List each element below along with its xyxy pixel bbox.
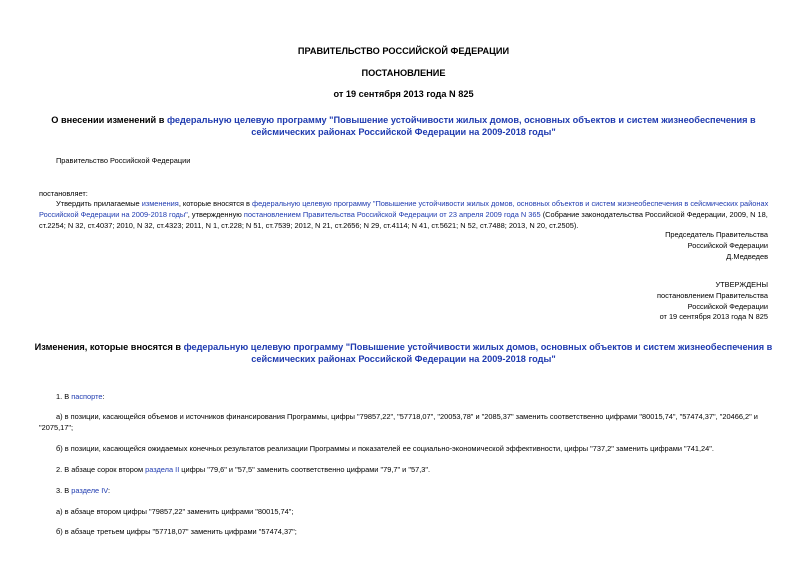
item-1 [56,391,105,402]
title-program-link[interactable]: федеральную целевую программу "Повышение устойчивости жилых домов, основных объектов и систем жизнеобеспечения в [166,115,756,125]
decides-text: постановляет: [39,189,88,198]
program-link-cont[interactable]: Российской Федерации на 2009-2018 годы" [39,210,188,219]
document-title-line2[interactable]: сейсмических районах Российской Федерации на 2009-2018 годы" [251,127,556,137]
item-3-prefix: 3. В [56,486,72,495]
p1-text-c: , утвержденную [187,210,244,219]
item-2 [56,464,430,475]
p1-text-d: (Собрание законодательства Российской Федерации, 2009, N 18, [540,210,768,219]
resolution-365-link[interactable]: постановлением Правительства Российской Федерации от 23 апреля 2009 года N 365 [243,210,541,219]
signature-line1: Председатель Правительства [665,230,768,239]
item-3a: а) в абзаце втором цифры "79857,22" заменить цифрами "80015,74"; [56,507,294,516]
signature-line2: Российской Федерации [687,241,768,250]
date-number-heading: от 19 сентября 2013 года N 825 [333,89,474,99]
section-2-link[interactable]: раздела II [145,465,180,474]
item-1-suffix: : [102,392,105,401]
title-prefix: О внесении изменений в [51,115,167,125]
government-rf-text: Правительство Российской Федерации [56,156,191,165]
changes-title-program-link[interactable]: федеральную целевую программу "Повышение устойчивости жилых домов, основных объектов и систем жизнеобеспечения в [183,342,773,352]
p1-text-b: , которые вносятся в [178,199,253,208]
item-1-prefix: 1. В [56,392,72,401]
paragraph-1-line1 [56,198,768,209]
signature-name: Д.Медведев [726,252,768,261]
paragraph-1-line2 [39,209,768,220]
item-1a-line2: "2075,17"; [39,423,74,432]
approved-line2: постановлением Правительства [657,291,768,300]
changes-title-line2[interactable]: сейсмических районах Российской Федерации на 2009-2018 годы" [251,354,556,364]
item-1b: б) в позиции, касающейся ожидаемых конечных результатов реализации Программы и показателей ее социально-экономической эффективности, цифры "737,2" заменить цифрами "741,24". [56,444,714,453]
approved-line3: Российской Федерации [687,302,768,311]
item-3b: б) в абзаце третьем цифры "57718,07" заменить цифрами "57474,37"; [56,527,297,536]
program-link[interactable]: федеральную целевую программу "Повышение устойчивости жилых домов, основных объектов и систем жизнеобеспечения в сейсмических районах [252,199,769,208]
changes-title-prefix: Изменения, которые вносятся в [34,342,184,352]
approved-line1: УТВЕРЖДЕНЫ [715,280,768,289]
item-3-suffix: : [107,486,110,495]
paragraph-1-line3: ст.2254; N 32, ст.4037; 2010, N 32, ст.4323; 2011, N 1, ст.228; N 51, ст.7539; 2012, N 21, ст.2656; N 29, ст.4114; N 41, ст.5621; N 52, ст.7488; 2013, N 20, ст.2505). [39,221,579,230]
item-3 [56,485,110,496]
approved-line4: от 19 сентября 2013 года N 825 [659,312,768,321]
document-title-line1 [0,114,807,126]
doc-type-heading: ПОСТАНОВЛЕНИЕ [361,68,446,78]
item-1a-line1: а) в позиции, касающейся объемов и источников финансирования Программы, цифры "79857,22", "57718,07", "20053,78" и "2085,37" заменить соответственно цифрами "80015,74", "57474,37", "20466,2" и [56,412,758,421]
changes-link[interactable]: изменения [141,199,179,208]
item-2-suffix: цифры "79,6" и "57,5" заменить соответственно цифрами "79,7" и "57,3". [179,465,431,474]
p1-text-a: Утвердить прилагаемые [56,199,142,208]
government-heading: ПРАВИТЕЛЬСТВО РОССИЙСКОЙ ФЕДЕРАЦИИ [297,46,510,56]
item-2-prefix: 2. В абзаце сорок втором [56,465,146,474]
section-4-link[interactable]: разделе IV [71,486,108,495]
passport-link[interactable]: паспорте [71,392,103,401]
changes-title-line1 [0,341,807,353]
